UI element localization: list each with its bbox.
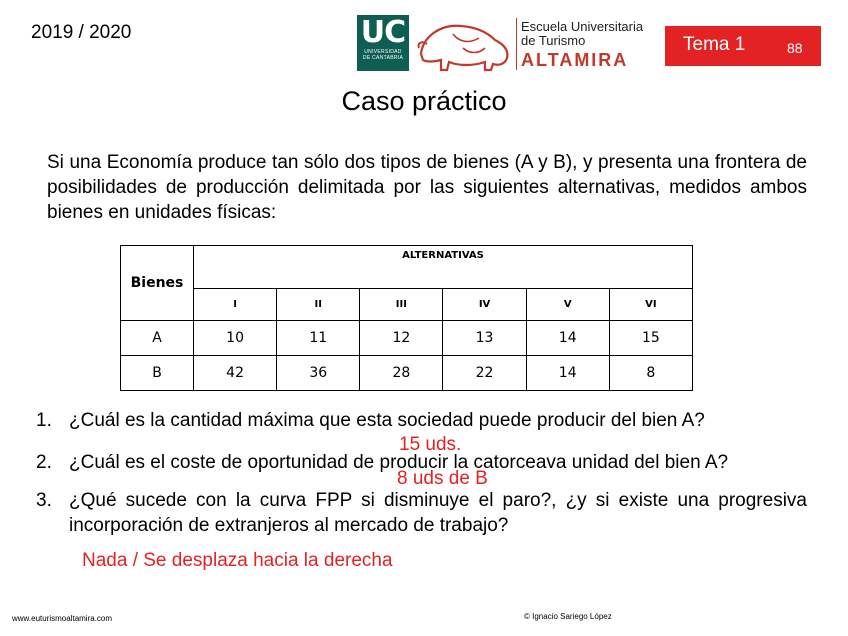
table-cell: 8 (609, 356, 692, 391)
table-row (121, 321, 693, 356)
question-number: 1. (36, 410, 52, 431)
table-cell: 12 (360, 321, 443, 356)
table-row (121, 356, 693, 391)
slide-title: Caso práctico (341, 86, 507, 116)
school-logo-name: ALTAMIRA (521, 50, 629, 70)
table-cell: 10 (194, 321, 277, 356)
column-header: VI (609, 289, 692, 321)
group-header-cell: ALTERNATIVAS (194, 246, 693, 289)
answer-3: Nada / Se desplaza hacia la derecha (82, 550, 393, 571)
question-text: ¿Qué sucede con la curva FPP si disminuye el paro?, ¿y si existe una progresiva incorporación de extranjeros al mercado de trabajo? (69, 490, 807, 536)
row-header-cell: Bienes (121, 246, 194, 321)
footer-website[interactable]: www.euturismoaltamira.com (12, 614, 113, 623)
uc-logo (357, 15, 409, 71)
logo-divider (516, 18, 517, 70)
answer-2: 8 uds de B (397, 468, 488, 489)
school-logo-line2: de Turismo (521, 33, 586, 48)
table-cell: 42 (194, 356, 277, 391)
row-label: B (121, 356, 194, 391)
course-year: 2019 / 2020 (31, 22, 132, 43)
uc-logo-abbr: UC (360, 15, 406, 50)
footer-copyright: © Ignacio Sariego López (524, 612, 612, 621)
column-header: III (360, 289, 443, 321)
alternatives-table (120, 245, 693, 391)
topic-label: Tema 1 (683, 34, 746, 55)
intro-paragraph: Si una Economía produce tan sólo dos tipos de bienes (A y B), y presenta una frontera de posibilidades de producción delimitada por las siguientes alternativas, medidos ambos bienes en unidades físicas: (47, 152, 807, 223)
question-text: ¿Cuál es la cantidad máxima que esta sociedad puede producir del bien A? (69, 410, 705, 431)
question-number: 2. (36, 452, 52, 473)
table-cell: 11 (277, 321, 360, 356)
uc-logo-line2: DE CANTABRIA (362, 55, 404, 61)
table-cell: 14 (526, 321, 609, 356)
column-header: V (526, 289, 609, 321)
table-cell: 13 (443, 321, 526, 356)
uc-logo-line1: UNIVERSIDAD (364, 49, 402, 55)
table-cell: 36 (277, 356, 360, 391)
page-number: 88 (787, 40, 803, 56)
bison-logo-icon (413, 14, 513, 72)
table-cell: 14 (526, 356, 609, 391)
school-logo-line1: Escuela Universitaria (521, 19, 644, 34)
column-header: I (194, 289, 277, 321)
row-label: A (121, 321, 194, 356)
table-cell: 15 (609, 321, 692, 356)
question-number: 3. (36, 490, 52, 511)
table-cell: 22 (443, 356, 526, 391)
question-text: ¿Cuál es el coste de oportunidad de producir la catorceava unidad del bien A? (69, 452, 729, 473)
column-header: IV (443, 289, 526, 321)
topic-badge (665, 26, 821, 66)
school-logo-text (521, 20, 643, 48)
column-header: II (277, 289, 360, 321)
answer-1: 15 uds. (399, 434, 462, 455)
table-cell: 28 (360, 356, 443, 391)
